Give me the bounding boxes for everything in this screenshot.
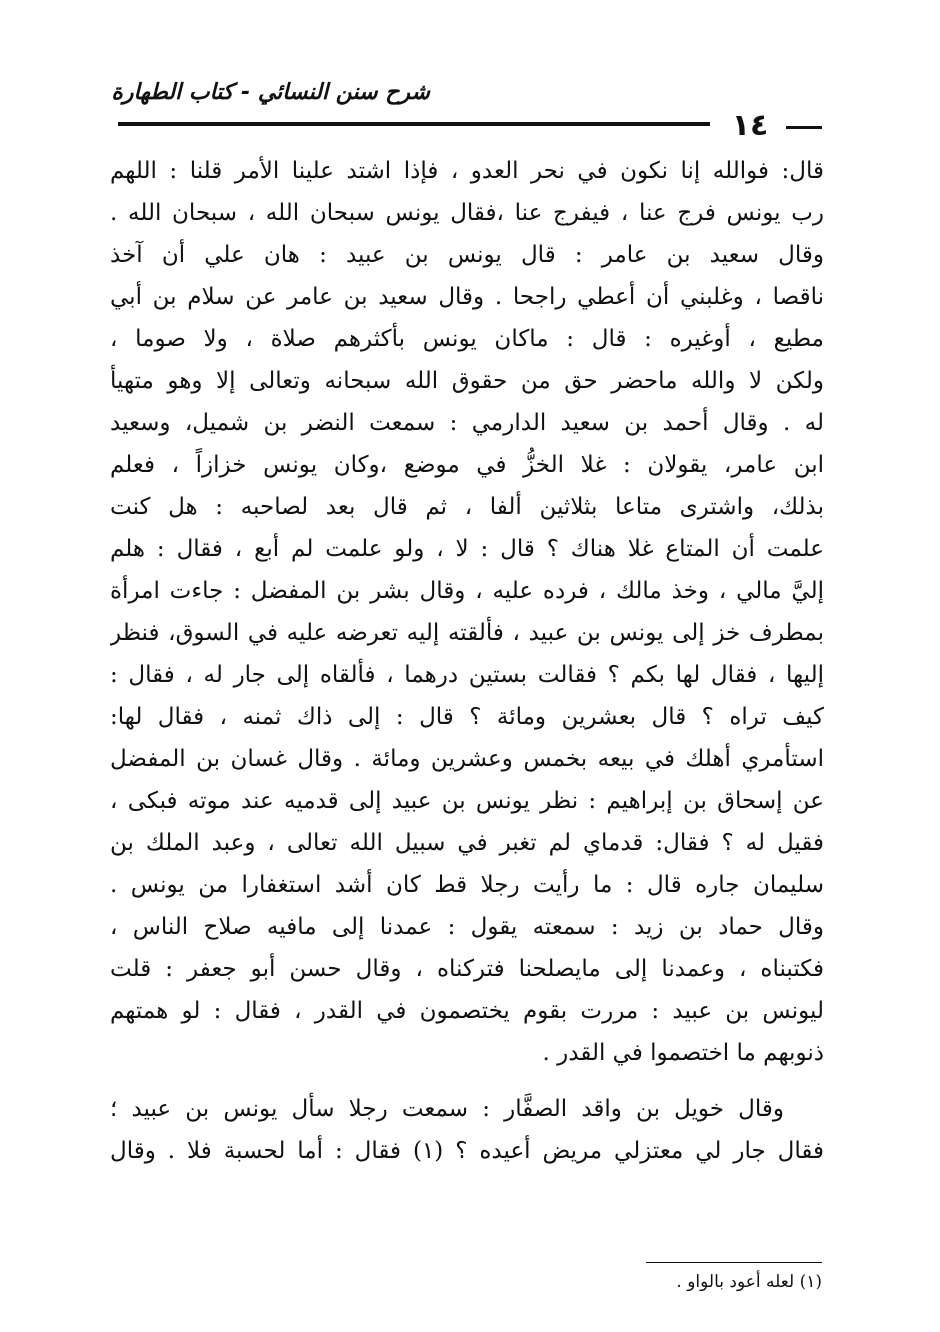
text-line: إليها ، فقال لها بكم ؟ فقالت بستين درهما ، فألقاه إلى جار له ، فقال :: [110, 662, 824, 688]
text-line: بذلك، واشترى متاعا بثلاثين ألفا ، ثم قال بعد لصاحبه : هل كنت: [110, 494, 824, 520]
text-line: سليمان جاره قال : ما رأيت رجلا قط كان أشد استغفارا من يونس .: [110, 872, 824, 898]
text-line: قال: فوالله إنا نكون في نحر العدو ، فإذا اشتد علينا الأمر قلنا : اللهم: [110, 158, 824, 184]
text-line: وقال حماد بن زيد : سمعته يقول : عمدنا إلى مافيه صلاح الناس ،: [110, 914, 824, 940]
text-line: رب يونس فرج عنا ، فيفرج عنا ،فقال يونس سبحان الله ، سبحان الله .: [110, 200, 824, 226]
text-line: استأمري أهلك في بيعه بخمس وعشرين ومائة . وقال غسان بن المفضل: [110, 746, 824, 772]
text-line: بمطرف خز إلى يونس بن عبيد ، فألقته إليه تعرضه عليه في السوق، فنظر: [110, 620, 824, 646]
paragraph-gap: [110, 1074, 824, 1088]
text-line: ناقصا ، وغلبني أن أعطي راجحا . وقال سعيد بن عامر عن سلام بن أبي: [110, 284, 824, 310]
footnote: (١) لعله أعود بالواو .: [676, 1272, 822, 1292]
page-number: ١٤: [731, 108, 769, 143]
text-line: ابن عامر، يقولان : غلا الخزُّ في موضع ،وكان يونس خزازاً ، فعلم: [110, 452, 824, 478]
text-line: كيف تراه ؟ قال بعشرين ومائة ؟ قال : إلى ذاك ثمنه ، فقال لها:: [110, 704, 824, 730]
text-line: فقال جار لي معتزلي مريض أعيده ؟ (١) فقال : أما لحسبة فلا . وقال: [110, 1138, 824, 1164]
text-line: مطيع ، أوغيره : قال : ماكان يونس بأكثرهم صلاة ، ولا صوما ،: [110, 326, 824, 352]
text-line: عن إسحاق بن إبراهيم : نظر يونس بن عبيد إلى قدميه عند موته فبكى ،: [110, 788, 824, 814]
running-title: شرح سنن النسائي - كتاب الطهارة: [111, 80, 430, 105]
body-text: [110, 150, 824, 1172]
text-line: ذنوبهم ما اختصموا في القدر .: [542, 1040, 824, 1066]
text-line: فكتبناه ، وعمدنا إلى مايصلحنا فتركناه ، وقال حسن أبو جعفر : قلت: [110, 956, 824, 982]
text-line: له . وقال أحمد بن سعيد الدارمي : سمعت النضر بن شميل، وسعيد: [110, 410, 824, 436]
text-line: ليونس بن عبيد : مررت بقوم يختصمون في القدر ، فقال : لو همتهم: [110, 998, 824, 1024]
footnote-rule: [646, 1262, 822, 1263]
header-rule: [118, 122, 710, 126]
text-line: ولكن لا والله ماحضر حق من حقوق الله سبحانه وتعالى إلا وهو متهيأ: [110, 368, 824, 394]
text-line: إليَّ مالي ، وخذ مالك ، فرده عليه ، وقال بشر بن المفضل : جاءت امرأة: [110, 578, 824, 604]
text-line: فقيل له ؟ فقال: قدماي لم تغبر في سبيل الله تعالى ، وعبد الملك بن: [110, 830, 824, 856]
text-line: وقال سعيد بن عامر : قال يونس بن عبيد : هان علي أن آخذ: [110, 242, 824, 268]
text-line: وقال خويل بن واقد الصفَّار : سمعت رجلا سأل يونس بن عبيد ؛: [110, 1096, 784, 1122]
text-line: علمت أن المتاع غلا هناك ؟ قال : لا ، ولو علمت لم أبع ، فقال : هلم: [110, 536, 824, 562]
page-number-rule: [786, 126, 822, 129]
